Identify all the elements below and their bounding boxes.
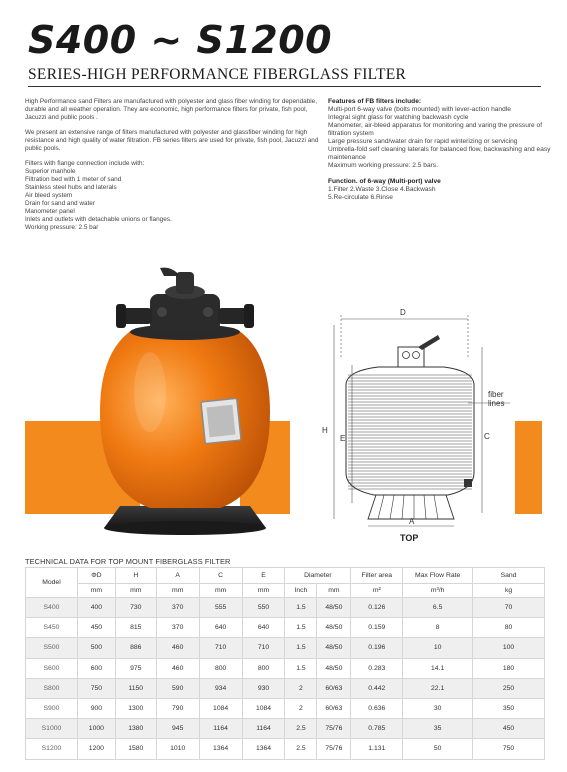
list-item: Superior manhole — [25, 168, 76, 175]
table-cell: 370 — [156, 598, 199, 618]
table-cell: 1.131 — [351, 739, 403, 759]
table-cell: 500 — [77, 638, 115, 658]
table-cell: 550 — [242, 598, 285, 618]
list-item: Drain for sand and water — [25, 200, 95, 207]
table-cell: 1380 — [115, 719, 156, 739]
dimension-h-label: H — [322, 426, 328, 435]
table-cell: 0.785 — [351, 719, 403, 739]
table-cell: 0.196 — [351, 638, 403, 658]
table-cell: 8 — [403, 618, 473, 638]
table-cell: 1364 — [199, 739, 242, 759]
table-row — [26, 658, 545, 678]
list-item: Large pressure sand/water drain for rapid winterizing or servicing — [328, 138, 518, 145]
list-item: Manometer, air-bleed apparatus for monitoring and varing the pressure of filtration system — [328, 122, 543, 137]
table-cell: 790 — [156, 698, 199, 718]
table-cell: 1150 — [115, 678, 156, 698]
unit-d: mm — [77, 584, 115, 598]
model-cell: S800 — [26, 678, 78, 698]
table-cell: 730 — [115, 598, 156, 618]
list-item: Stainless steel hubs and laterals — [25, 184, 117, 191]
table-cell: 750 — [473, 739, 545, 759]
features-column — [328, 98, 552, 202]
unit-mm: mm — [317, 584, 351, 598]
table-cell: 750 — [77, 678, 115, 698]
unit-a: mm — [156, 584, 199, 598]
table-cell: 1084 — [242, 698, 285, 718]
table-cell: 800 — [199, 658, 242, 678]
table-cell: 1.5 — [285, 638, 317, 658]
table-row — [26, 678, 545, 698]
table-cell: 75/76 — [317, 739, 351, 759]
dimension-a-label: A — [409, 517, 415, 526]
orange-band-right — [515, 421, 542, 514]
table-cell: 0.159 — [351, 618, 403, 638]
header-h: H — [115, 568, 156, 584]
unit-filter-area: m² — [351, 584, 403, 598]
table-cell: 930 — [242, 678, 285, 698]
table-cell: 48/50 — [317, 658, 351, 678]
table-cell: 100 — [473, 638, 545, 658]
table-cell: 460 — [156, 658, 199, 678]
table-cell: 640 — [199, 618, 242, 638]
table-row — [26, 598, 545, 618]
header-a: A — [156, 568, 199, 584]
table-cell: 934 — [199, 678, 242, 698]
table-row — [26, 719, 545, 739]
table-cell: 1084 — [199, 698, 242, 718]
description-column — [25, 98, 323, 232]
flange-features-list — [25, 160, 323, 232]
table-cell: 48/50 — [317, 638, 351, 658]
table-cell: 60/63 — [317, 698, 351, 718]
table-cell: 1200 — [77, 739, 115, 759]
page-title: S400 ~ S1200 — [28, 18, 333, 62]
table-cell: 1300 — [115, 698, 156, 718]
list-item: Umbrella-fold self cleaning laterals for balanced flow, backwashing and easy maintenance — [328, 146, 551, 161]
valve-heading: Function. of 6-way (Multi-port) valve — [328, 178, 441, 185]
table-cell: 14.1 — [403, 658, 473, 678]
header-sand: Sand — [473, 568, 545, 584]
model-cell: S500 — [26, 638, 78, 658]
dimension-e-label: E — [340, 434, 346, 443]
table-row — [26, 698, 545, 718]
technical-data-table — [25, 567, 545, 760]
table-cell: 900 — [77, 698, 115, 718]
unit-e: mm — [242, 584, 285, 598]
list-item: Integral sight glass for watching backwash cycle — [328, 114, 469, 121]
table-row — [26, 739, 545, 759]
table-cell: 710 — [242, 638, 285, 658]
dimension-c-label: C — [484, 432, 490, 441]
model-cell: S400 — [26, 598, 78, 618]
table-cell: 460 — [156, 638, 199, 658]
table-cell: 1364 — [242, 739, 285, 759]
table-cell: 250 — [473, 678, 545, 698]
table-cell: 22.1 — [403, 678, 473, 698]
table-cell: 2 — [285, 678, 317, 698]
page-subtitle: SERIES-HIGH PERFORMANCE FIBERGLASS FILTER — [28, 66, 407, 83]
model-cell: S900 — [26, 698, 78, 718]
dimension-diagram — [318, 305, 518, 545]
unit-h: mm — [115, 584, 156, 598]
header-d: ΦD — [77, 568, 115, 584]
table-cell: 1164 — [242, 719, 285, 739]
filter-product-image — [80, 262, 290, 540]
table-cell: 75/76 — [317, 719, 351, 739]
table-cell: 370 — [156, 618, 199, 638]
table-cell: 48/50 — [317, 598, 351, 618]
table-cell: 1.5 — [285, 618, 317, 638]
header-diameter: Diameter — [285, 568, 351, 584]
table-cell: 1010 — [156, 739, 199, 759]
table-cell: 815 — [115, 618, 156, 638]
table-cell: 600 — [77, 658, 115, 678]
table-cell: 1000 — [77, 719, 115, 739]
table-cell: 975 — [115, 658, 156, 678]
table-cell: 450 — [473, 719, 545, 739]
model-cell: S1200 — [26, 739, 78, 759]
table-cell: 50 — [403, 739, 473, 759]
fiber-label: fiber — [488, 390, 504, 399]
table-cell: 0.126 — [351, 598, 403, 618]
list-item: Maximum working pressure: 2.5 bars. — [328, 162, 438, 169]
table-cell: 2 — [285, 698, 317, 718]
table-cell: 2.5 — [285, 739, 317, 759]
table-cell: 350 — [473, 698, 545, 718]
top-label: TOP — [400, 533, 419, 543]
table-cell: 450 — [77, 618, 115, 638]
model-cell: S1000 — [26, 719, 78, 739]
table-cell: 0.442 — [351, 678, 403, 698]
table-cell: 1164 — [199, 719, 242, 739]
table-cell: 800 — [242, 658, 285, 678]
unit-c: mm — [199, 584, 242, 598]
table-cell: 555 — [199, 598, 242, 618]
dimension-d-label: D — [400, 308, 406, 317]
model-cell: S600 — [26, 658, 78, 678]
header-filter-area: Filter area — [351, 568, 403, 584]
table-cell: 1.5 — [285, 658, 317, 678]
list-item: Manometer panel — [25, 208, 75, 215]
table-cell: 70 — [473, 598, 545, 618]
title-divider — [28, 86, 541, 87]
table-cell: 10 — [403, 638, 473, 658]
range-paragraph: We present an extensive range of filters manufactured with polyester and glassfiber winding for high resistance and high quality of water filtration. FB series filters are used for private, fish pool, Jacuzzi and public pools. — [25, 129, 319, 152]
table-cell: 30 — [403, 698, 473, 718]
table-cell: 886 — [115, 638, 156, 658]
table-cell: 48/50 — [317, 618, 351, 638]
list-item: Filtration bed with 1 meter of sand — [25, 176, 122, 183]
table-cell: 400 — [77, 598, 115, 618]
table-body — [26, 598, 545, 760]
table-title: TECHNICAL DATA FOR TOP MOUNT FIBERGLASS FILTER — [25, 557, 231, 566]
table-cell: 60/63 — [317, 678, 351, 698]
unit-max-flow: m³/h — [403, 584, 473, 598]
table-row — [26, 618, 545, 638]
header-max-flow: Max Flow Rate — [403, 568, 473, 584]
table-row — [26, 638, 545, 658]
list-item: Multi-port 6-way valve (bolts mounted) with lever-action handle — [328, 106, 511, 113]
list-item: Air bleed system — [25, 192, 73, 199]
list-item: Working pressure: 2.5 bar — [25, 224, 99, 231]
table-cell: 35 — [403, 719, 473, 739]
table-cell: 710 — [199, 638, 242, 658]
table-cell: 1.5 — [285, 598, 317, 618]
list-intro: Filters with flange connection include with: — [25, 160, 145, 167]
table-cell: 180 — [473, 658, 545, 678]
table-cell: 6.5 — [403, 598, 473, 618]
table-cell: 80 — [473, 618, 545, 638]
features-heading: Features of FB filters include: — [328, 98, 422, 105]
header-e: E — [242, 568, 285, 584]
intro-paragraph: High Performance sand Filters are manufactured with polyester and glass fiber winding for dependable, durable and all weather operation. They are economic, high performance filters for private, fish pool, Jacuzzi and public pools . — [25, 98, 317, 121]
list-item: Inlets and outlets with detachable unions or flanges. — [25, 216, 172, 223]
valve-functions-line: 5.Re-circulate 6.Rinse — [328, 194, 393, 201]
valve-functions-line: 1.Filter 2.Waste 3.Close 4.Backwash — [328, 186, 436, 193]
table-cell: 590 — [156, 678, 199, 698]
table-cell: 2.5 — [285, 719, 317, 739]
table-cell: 640 — [242, 618, 285, 638]
lines-label: lines — [488, 399, 505, 408]
unit-inch: Inch — [285, 584, 317, 598]
table-cell: 1580 — [115, 739, 156, 759]
model-cell: S450 — [26, 618, 78, 638]
table-cell: 945 — [156, 719, 199, 739]
table-cell: 0.283 — [351, 658, 403, 678]
table-cell: 0.636 — [351, 698, 403, 718]
unit-sand: kg — [473, 584, 545, 598]
header-c: C — [199, 568, 242, 584]
header-model: Model — [26, 568, 78, 598]
